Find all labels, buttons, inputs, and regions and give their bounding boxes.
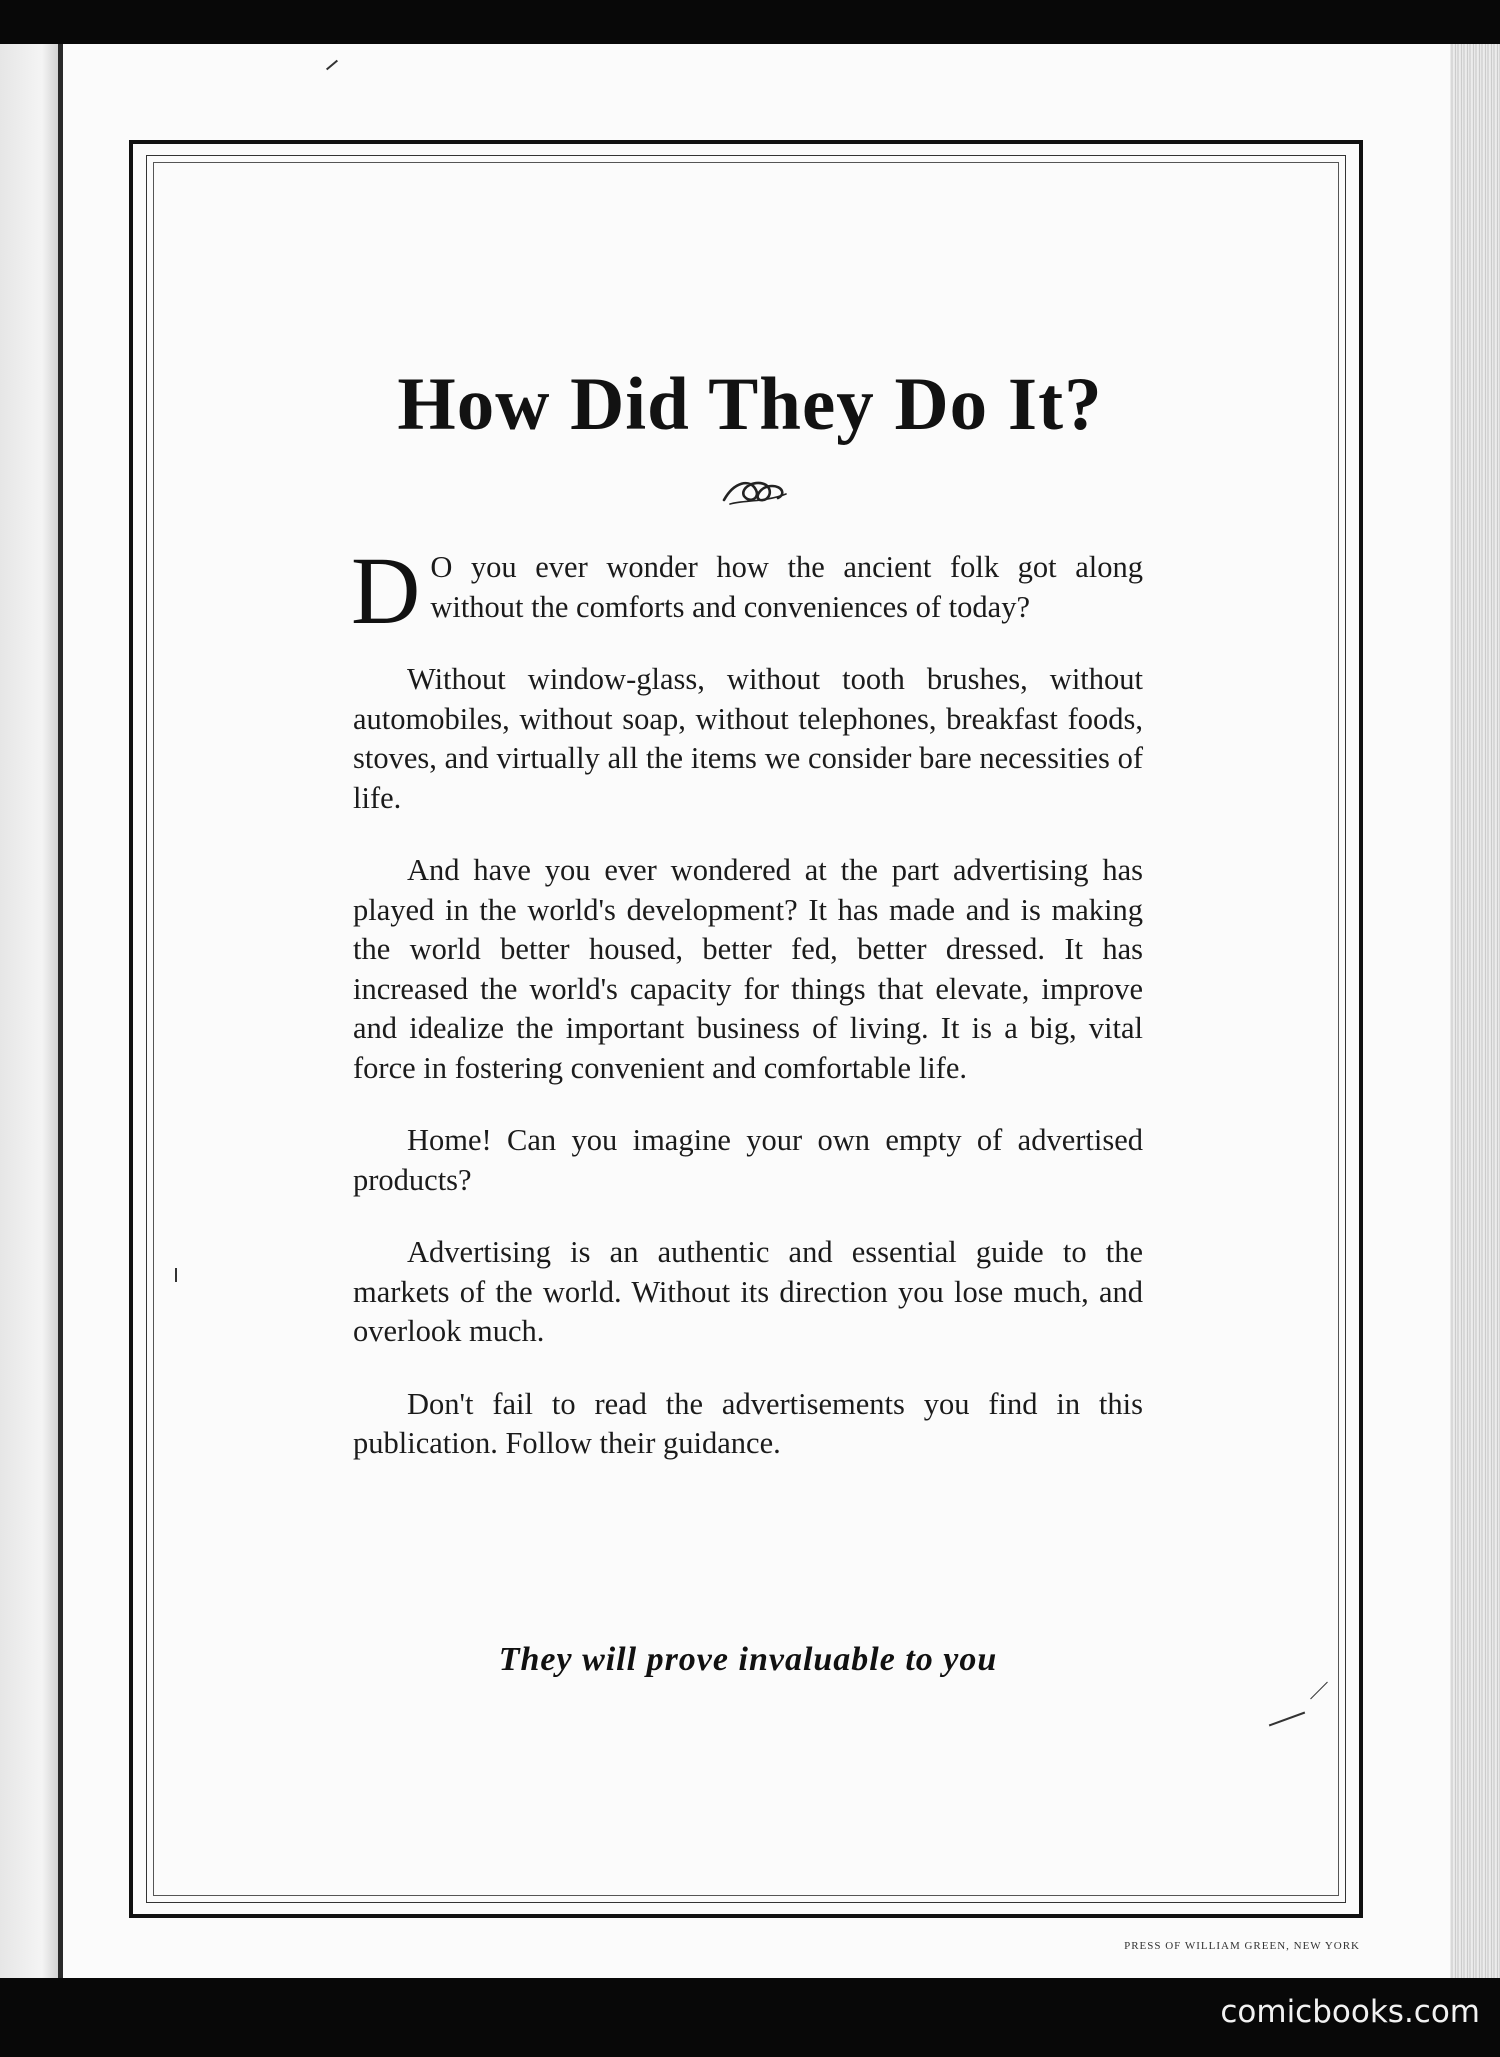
facing-page-edge [0,44,60,1978]
paragraph-3: And have you ever wondered at the part advertising has played in the world's development? It has made and is making the world better housed, better fed, better dressed. It has increased the world's capacity for things that elevate, improve and idealize the important business of living. It is a big, vital force in fostering convenient and comfortable life. [353,853,1143,1085]
paragraph-4: Home! Can you imagine your own empty of advertised products? [353,1123,1143,1197]
paragraph-1-text: O you ever wonder how the ancient folk got along without the comforts and conveniences of today? [430,550,1143,624]
site-watermark: comicbooks.com [1220,1994,1480,2030]
paragraph-1 [351,537,1143,644]
closing-tagline: They will prove invaluable to you [498,1641,998,1678]
scan-top-border [0,0,1500,44]
paragraph-2: Without window-glass, without tooth brushes, without automobiles, without soap, without telephones, breakfast foods, stoves, and virtually all the items we consider bare necessities of life. [353,662,1143,815]
page-stack-edge [1450,44,1500,1978]
scan-speck [175,1268,177,1282]
page-title: How Did They Do It? [397,363,1103,446]
paragraph-5: Advertising is an authentic and essential guide to the markets of the world. Without its direction you lose much, and overlook much. [353,1235,1143,1348]
flourish-ornament-icon [720,474,792,508]
printer-imprint: PRESS OF WILLIAM GREEN, NEW YORK [1124,1940,1360,1952]
article-body [351,537,1143,1497]
drop-cap: D [351,537,421,644]
paragraph-6: Don't fail to read the advertisements you find in this publication. Follow their guidance. [353,1386,1143,1460]
